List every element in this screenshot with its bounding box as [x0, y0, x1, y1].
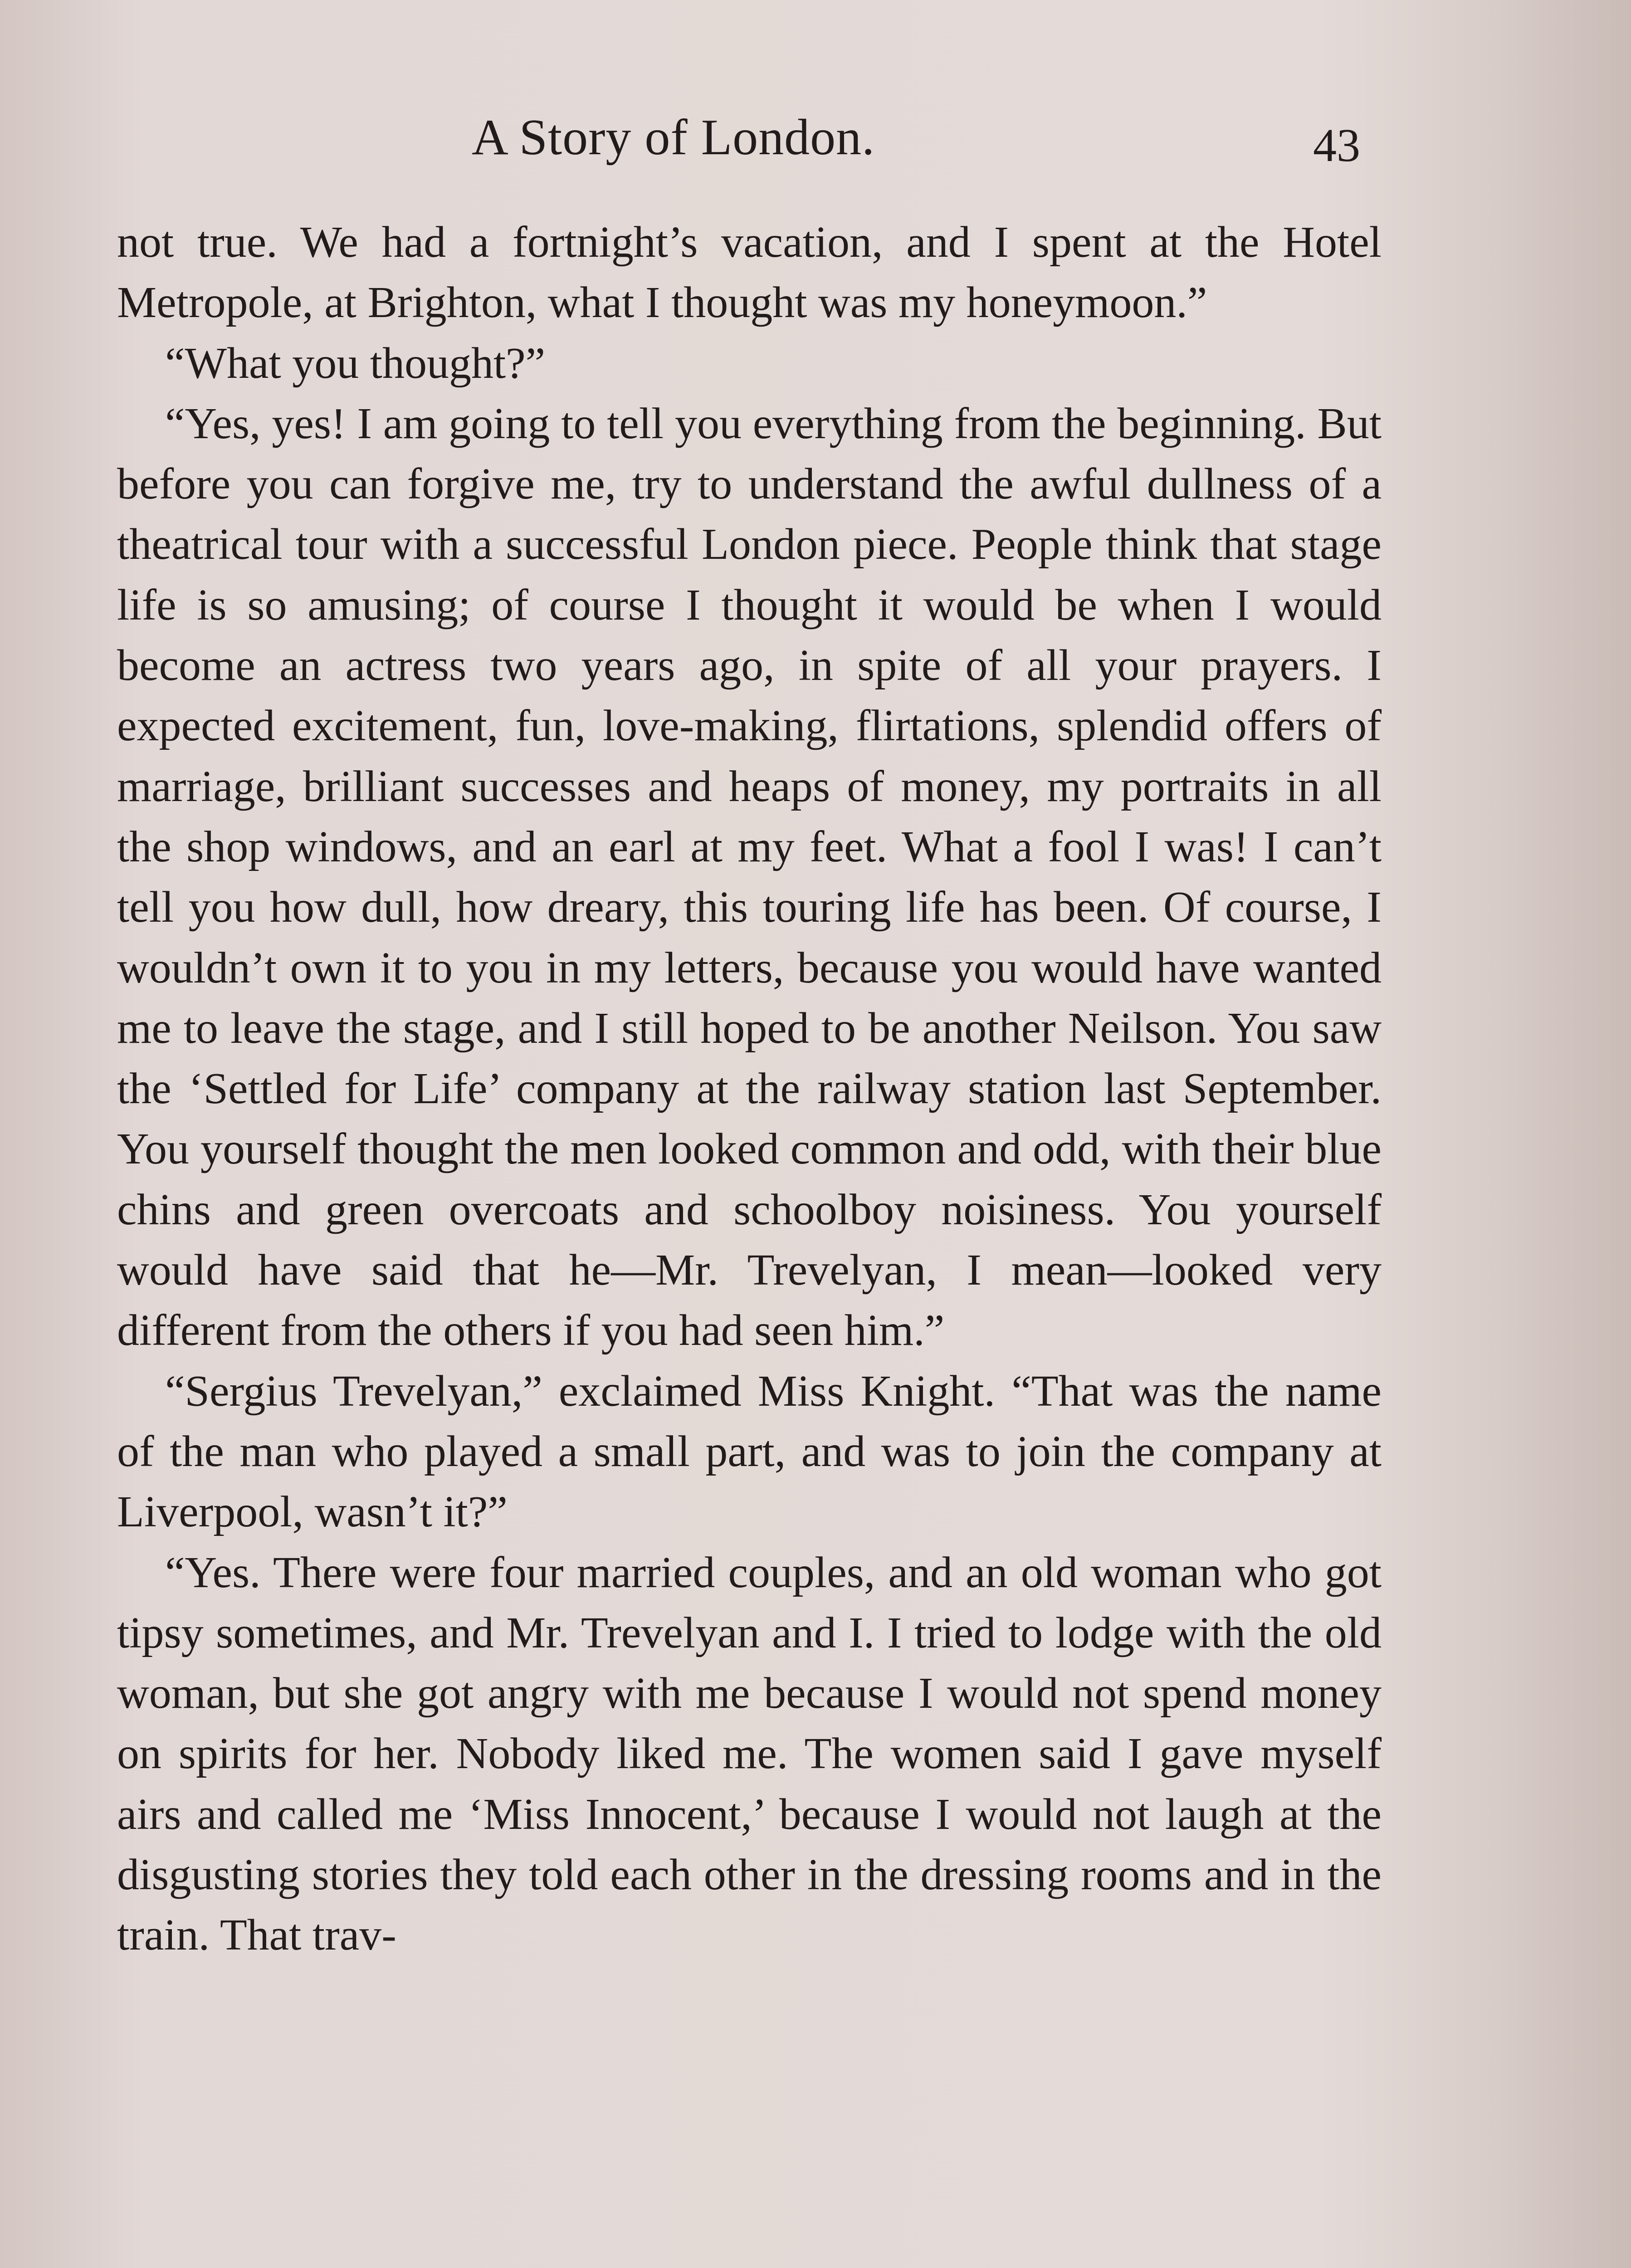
page-number: 43 — [1313, 119, 1360, 171]
paragraph-dialogue: “Yes. There were four married couples, and an old woman who got tipsy sometimes, and Mr. Trevelyan and I. I tried to lodge with the old woman, but she got angry with me because I would not spend money on spirits for her. Nobody liked me. The women said I gave myself airs and called me ‘Miss Innocent,’ because I would not laugh at the disgusting stories they told each other in the dressing rooms and in the train. That trav- — [117, 1548, 1382, 1960]
paragraph-dialogue: “Sergius Trevelyan,” exclaimed Miss Knight. “That was the name of the man who played a small part, and was to join the company at Liverpool, wasn’t it?” — [117, 1366, 1382, 1537]
running-title: A Story of London. — [472, 109, 875, 166]
page-header — [0, 103, 1631, 176]
body-text — [117, 212, 1382, 1966]
paragraph-dialogue: “What you thought?” — [165, 338, 546, 388]
paragraph-dialogue: “Yes, yes! I am going to tell you everything from the beginning. But before you can forgive me, try to understand the awful dullness of a theatrical tour with a successful London piece. People think that stage life is so amusing; of course I thought it would be when I would become an actress two years ago, in spite of all your prayers. I expected excitement, fun, love-making, flirtations, splendid offers of marriage, brilliant successes and heaps of money, my portraits in all the shop windows, and an earl at my feet. What a fool I was! I can’t tell you how dull, how dreary, this touring life has been. Of course, I wouldn’t own it to you in my letters, because you would have wanted me to leave the stage, and I still hoped to be another Neilson. You saw the ‘Settled for Life’ company at the railway station last September. You yourself thought the men looked common and odd, with their blue chins and green overcoats and schoolboy noisiness. You yourself would have said that he—Mr. Trevelyan, I mean—looked very different from the others if you had seen him.” — [117, 399, 1382, 1355]
paragraph-continuation: not true. We had a fortnight’s vacation, and I spent at the Hotel Metropole, at Brighton, what I thought was my honeymoon.” — [117, 218, 1382, 327]
